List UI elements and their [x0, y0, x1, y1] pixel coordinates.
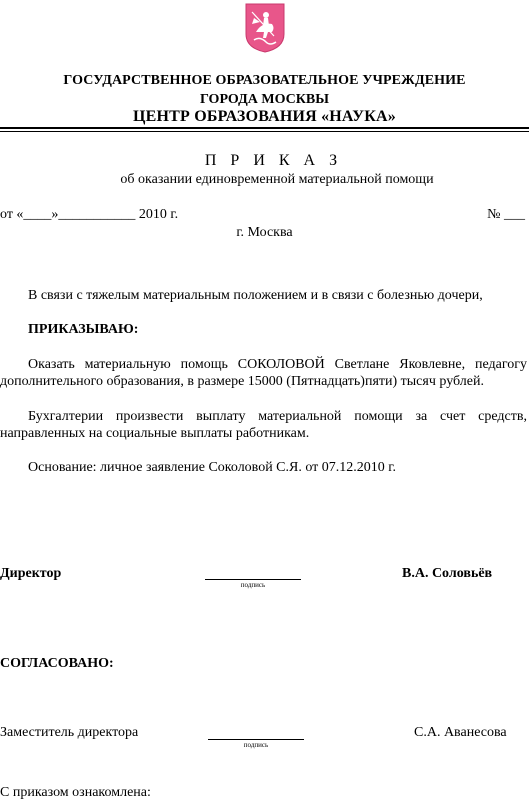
order-paragraph-2: Бухгалтерии произвести выплату материальной помощи за счет средств, направленных на социальные выплаты работникам. [0, 409, 527, 441]
order-city: г. Москва [236, 225, 293, 240]
organization-name-line3: ЦЕНТР ОБРАЗОВАНИЯ «НАУКА» [133, 108, 396, 125]
order-paragraph-1: Оказать материальную помощь СОКОЛОВОЙ Светлане Яковлевне, педагогу дополнительного образования, в размере 15000 (Пятнадцать)пяти) тысяч рублей. [0, 357, 527, 389]
document-title: П Р И К А З [204, 152, 343, 169]
deputy-name: С.А. Аванесова [414, 725, 507, 740]
acquainted-label: С приказом ознакомлена: [0, 785, 151, 800]
director-name: В.А. Соловьёв [402, 566, 493, 581]
organization-name-line1: ГОСУДАРСТВЕННОЕ ОБРАЗОВАТЕЛЬНОЕ УЧРЕЖДЕНИЕ [63, 73, 466, 88]
order-intro: В связи с тяжелым материальным положением и в связи с болезнью дочери, [28, 288, 483, 303]
order-number: № ___ [487, 207, 525, 222]
director-label: Директор [0, 566, 62, 581]
header-divider-thin [0, 131, 529, 132]
director-signature-line [205, 579, 301, 580]
deputy-label: Заместитель директора [0, 725, 139, 740]
moscow-coat-of-arms-icon [244, 2, 286, 54]
director-signature-note: подпись [240, 581, 266, 589]
organization-name-line2: ГОРОДА МОСКВЫ [200, 92, 329, 107]
order-basis: Основание: личное заявление Соколовой С.Я. от 07.12.2010 г. [28, 460, 396, 475]
decree-heading: ПРИКАЗЫВАЮ: [28, 322, 139, 337]
deputy-signature-line [208, 739, 304, 740]
deputy-signature-note: подпись [243, 741, 269, 749]
document-subtitle: об оказании единовременной материальной помощи [120, 172, 434, 187]
order-date: от «____»___________ 2010 г. [0, 207, 179, 222]
agreed-label: СОГЛАСОВАНО: [0, 656, 114, 671]
header-divider-thick [0, 127, 529, 129]
